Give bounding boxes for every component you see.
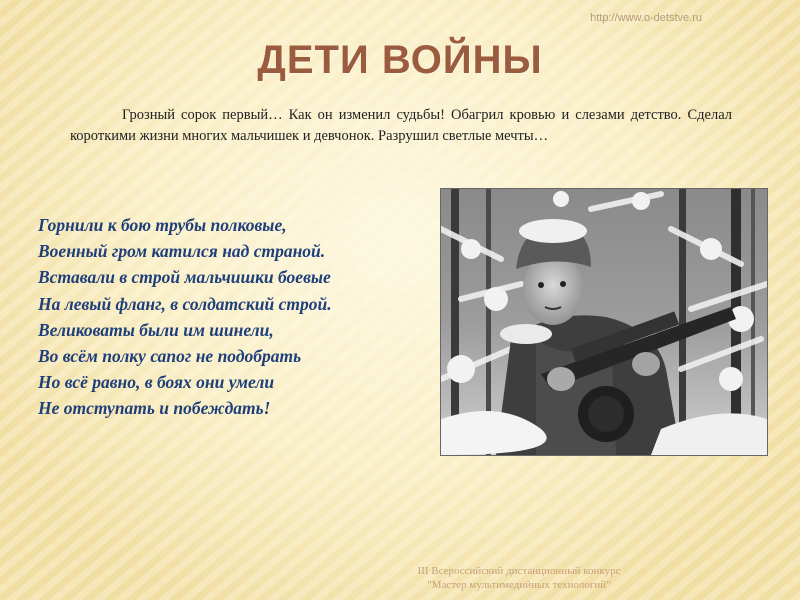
poem-line: Великоваты были им шинели, (38, 319, 274, 340)
poem-line: Горнили к бою трубы полковые, (38, 215, 287, 235)
page-title: ДЕТИ ВОЙНЫ (257, 38, 543, 82)
footer-line-2: "Мастер мультимедийных технологий" (427, 579, 611, 591)
poem-line: На левый фланг, в солдатский строй. (38, 293, 332, 314)
footer-credit (0, 564, 800, 592)
poem-line: Во всём полку сапог не подобрать (38, 346, 302, 367)
site-url[interactable]: http://www.o-detstve.ru (590, 12, 702, 24)
poem-line: Вставали в строй мальчишки боевые (38, 267, 331, 288)
poem-line: Военный гром катился над страной. (38, 241, 326, 262)
poem-line: Не отступать и побеждать! (38, 398, 271, 419)
poem-line: Но всё равно, в боях они умели (38, 372, 275, 393)
footer-line-1: III Всероссийский дистанционный конкурс (417, 565, 621, 577)
poem (38, 212, 438, 422)
intro-paragraph: Грозный сорок первый… Как он изменил судьбы! Обагрил кровью и слезами детство. Сделал короткими жизни многих мальчишек и девчонок. Разрушил светлые мечты… (70, 107, 732, 144)
war-child-photo (440, 188, 768, 456)
